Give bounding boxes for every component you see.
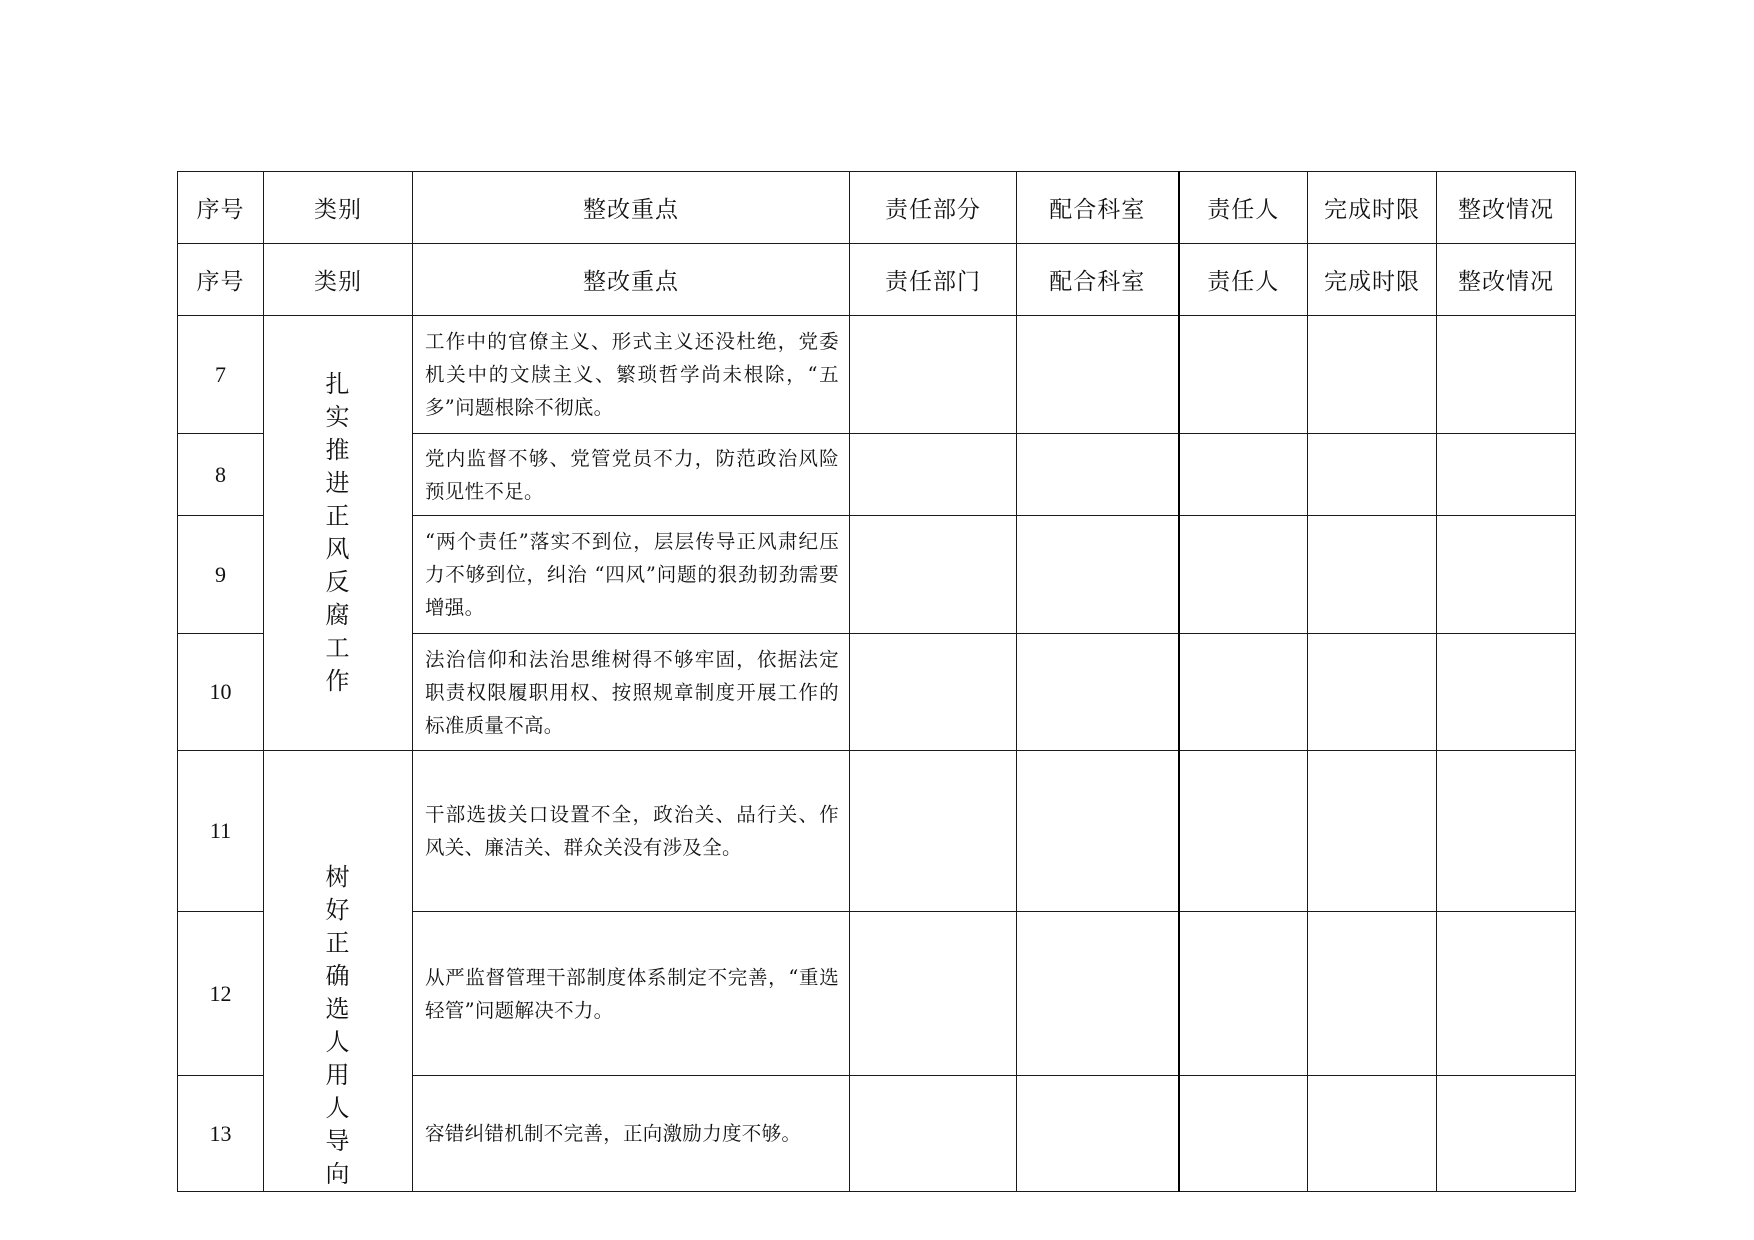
cooperating-office-cell [1017,516,1179,634]
focus-cell [413,516,850,634]
rectification-table [177,171,1576,1192]
row-number: 7 [178,316,264,434]
status-cell [1437,911,1576,1075]
responsible-person-cell [1179,1076,1308,1192]
header-row-1 [178,172,1576,244]
row-number: 10 [178,634,264,751]
deadline-cell [1308,1076,1437,1192]
status-cell [1437,516,1576,634]
row-number: 12 [178,911,264,1075]
header-cell-focus: 整改重点 [413,244,850,316]
header-cell-number: 序号 [178,172,264,244]
table-row [178,751,1576,912]
responsible-department-cell [850,434,1017,516]
focus-cell [413,1076,850,1192]
responsible-department-cell [850,634,1017,751]
responsible-department-cell [850,751,1017,912]
focus-cell [413,751,850,912]
status-cell [1437,434,1576,516]
header-row-2 [178,244,1576,316]
cooperating-office-cell [1017,751,1179,912]
header-cell-responsible-person: 责任人 [1179,244,1308,316]
focus-text: 容错纠错机制不完善，正向激励力度不够。 [425,1122,802,1146]
row-number: 9 [178,516,264,634]
focus-cell [413,634,850,751]
cooperating-office-cell [1017,911,1179,1075]
category-label: 树好正确选人用人导向 [325,863,351,1188]
deadline-cell [1308,911,1437,1075]
deadline-cell [1308,316,1437,434]
responsible-person-cell [1179,634,1308,751]
cooperating-office-cell [1017,434,1179,516]
deadline-cell [1308,634,1437,751]
header-cell-responsible-department: 责任部门 [850,244,1017,316]
header-cell-status: 整改情况 [1437,172,1576,244]
responsible-department-cell [850,316,1017,434]
status-cell [1437,751,1576,912]
category-cell [264,316,413,751]
deadline-cell [1308,434,1437,516]
category-label: 扎实推进正风反腐工作 [325,370,351,695]
deadline-cell [1308,516,1437,634]
responsible-person-cell [1179,316,1308,434]
focus-text: “两个责任”落实不到位，层层传导正风肃纪压力不够到位，纠治 “四风”问题的狠劲韧劲需要增强。 [425,530,839,619]
focus-text: 法治信仰和法治思维树得不够牢固，依据法定职责权限履职用权、按照规章制度开展工作的标准质量不高。 [425,647,839,737]
status-cell [1437,634,1576,751]
row-number: 8 [178,434,264,516]
cooperating-office-cell [1017,634,1179,751]
responsible-person-cell [1179,516,1308,634]
header-cell-responsible-person: 责任人 [1179,172,1308,244]
status-cell [1437,316,1576,434]
header-cell-cooperating-office: 配合科室 [1017,244,1179,316]
category-cell [264,751,413,1192]
header-cell-responsible-part: 责任部分 [850,172,1017,244]
rectification-sheet [177,171,1575,1192]
header-cell-deadline: 完成时限 [1308,244,1437,316]
header-cell-focus: 整改重点 [413,172,850,244]
focus-cell [413,434,850,516]
responsible-person-cell [1179,434,1308,516]
responsible-department-cell [850,911,1017,1075]
focus-cell [413,911,850,1075]
cooperating-office-cell [1017,1076,1179,1192]
responsible-department-cell [850,516,1017,634]
header-cell-deadline: 完成时限 [1308,172,1437,244]
deadline-cell [1308,751,1437,912]
row-number: 11 [178,751,264,912]
responsible-person-cell [1179,911,1308,1075]
row-number: 13 [178,1076,264,1192]
header-cell-category: 类别 [264,244,413,316]
header-cell-number: 序号 [178,244,264,316]
focus-cell [413,316,850,434]
header-cell-cooperating-office: 配合科室 [1017,172,1179,244]
responsible-person-cell [1179,751,1308,912]
focus-text: 工作中的官僚主义、形式主义还没杜绝，党委机关中的文牍主义、繁琐哲学尚未根除，“五多”问题根除不彻底。 [425,330,839,419]
responsible-department-cell [850,1076,1017,1192]
cooperating-office-cell [1017,316,1179,434]
header-cell-status: 整改情况 [1437,244,1576,316]
focus-text: 干部选拔关口设置不全，政治关、品行关、作风关、廉洁关、群众关没有涉及全。 [425,802,839,859]
status-cell [1437,1076,1576,1192]
header-cell-category: 类别 [264,172,413,244]
focus-text: 党内监督不够、党管党员不力，防范政治风险预见性不足。 [425,446,839,503]
table-row [178,316,1576,434]
focus-text: 从严监督管理干部制度体系制定不完善，“重选轻管”问题解决不力。 [425,965,839,1022]
